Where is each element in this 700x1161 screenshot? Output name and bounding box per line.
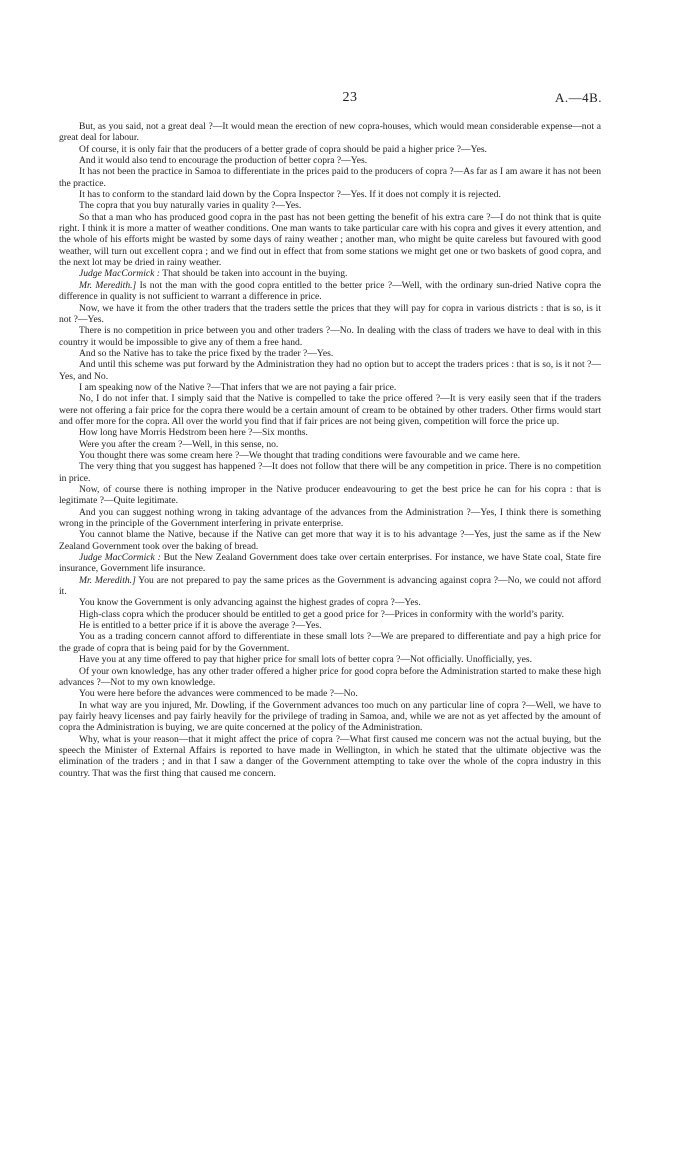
paragraph <box>59 609 601 620</box>
paragraph <box>59 461 601 484</box>
paragraph <box>59 575 601 598</box>
paragraph <box>59 620 601 631</box>
paragraph-text: In what way are you injured, Mr. Dowling, if the Government advances too much on any particular line of copra ?—Well, we have to pay fairly heavy licenses and pay fairly heavily for the privilege of trading in Samoa, and, while we are not as yet affected by the amount of copra the Administration is buying, we are quite concerned at the policy of the Administration. <box>59 699 601 734</box>
paragraph-text: Is not the man with the good copra entitled to the better price ?—Well, with the ordinary sun-dried Native copra the difference in quality is not sufficient to warrant a difference in price. <box>59 279 601 303</box>
paragraph-text: I am speaking now of the Native ?—That infers that we are not paying a fair price. <box>79 381 397 393</box>
paragraph-text: And it would also tend to encourage the production of better copra ?—Yes. <box>79 155 368 167</box>
paragraph <box>59 597 601 608</box>
paragraph <box>59 688 601 699</box>
paragraph <box>59 268 601 279</box>
paragraph-text: Have you at any time offered to pay that higher price for small lots of better copra ?—Not officially. Unofficially, yes. <box>79 654 532 666</box>
paragraph <box>59 144 601 155</box>
paragraph-text: How long have Morris Hedstrom been here ?—Six months. <box>79 427 308 439</box>
paragraph-text: But, as you said, not a great deal ?—It would mean the erection of new copra-houses, which would mean considerable expense—not a great deal for labour. <box>59 121 601 144</box>
paragraph-text: The copra that you buy naturally varies in quality ?—Yes. <box>79 200 302 212</box>
paragraph-text: Now, of course there is nothing improper in the Native producer endeavouring to get the best price he can for his copra : that is legitimate ?—Quite legitimate. <box>59 484 601 507</box>
paragraph-text: So that a man who has produced good copra in the past has not been getting the benefit of his extra care ?—I do not think that is quite right. I think it is more a matter of weather conditions. One man wants to take particular care with his copra and gives it every attention, and the whole of his efforts might be wasted by some days of rainy weather ; another man, who might be quite careless but favoured with good weather, will turn out excellent copra ; and we find out in effect that from some stations we might get one or two baskets of good copra, and the next lot may be dried in rainy weather. <box>59 211 601 269</box>
paragraph <box>59 348 601 359</box>
paragraph <box>59 439 601 450</box>
paragraph <box>59 155 601 166</box>
paragraph <box>59 303 601 326</box>
speaker-label: Judge MacCormick : <box>79 268 160 280</box>
paragraph-text: Now, we have it from the other traders that the traders settle the prices that they will pay for copra in various districts : that is so, is it not ?—Yes. <box>59 302 601 325</box>
paragraph <box>59 382 601 393</box>
paragraph-text: You cannot blame the Native, because if the Native can get more that way it is to his advantage ?—Yes, just the same as if the New Zealand Government took over the baking of bread. <box>59 529 601 552</box>
paragraph-text: Of your own knowledge, has any other trader offered a higher price for good copra before the Administration started to make these high advances ?—Not to my own knowledge. <box>59 665 601 688</box>
document-reference: A.—4B. <box>554 90 602 105</box>
paragraph-text: He is entitled to a better price if it is above the average ?—Yes. <box>79 620 322 632</box>
paragraph-text: It has not been the practice in Samoa to differentiate in the prices paid to the producers of copra ?—As far as I am aware it has not been the practice. <box>59 166 601 189</box>
paragraph-text: And you can suggest nothing wrong in taking advantage of the advances from the Administration ?—Yes, I think there is something wrong in the principle of the Government interfering in private enterprise. <box>59 506 601 530</box>
paragraph <box>59 450 601 461</box>
paragraph-text: High-class copra which the producer should be entitled to get a good price for ?—Prices in conformity with the world’s parity. <box>79 608 565 620</box>
paragraph-text: Of course, it is only fair that the producers of a better grade of copra should be paid a higher price ?—Yes. <box>79 143 487 155</box>
paragraph <box>59 212 601 269</box>
paragraph-text: No, I do not infer that. I simply said that the Native is compelled to take the price offered ?—It is very easily seen that if the traders were not offering a fair price for the copra there would be a certain amount of cream to be obtained by other traders. Other firms would start and offer more for the copra. All over the world you find that if fair prices are not being given, competition will force the price up. <box>59 393 601 427</box>
paragraph <box>59 427 601 438</box>
paragraph <box>59 666 601 689</box>
paragraph-text: You know the Government is only advancing against the highest grades of copra ?—Yes. <box>79 597 421 609</box>
paragraph-text: And until this scheme was put forward by the Administration they had no option but to accept the traders prices : that is so, is it not ?—Yes, and No. <box>59 359 601 382</box>
paragraph-text: The very thing that you suggest has happened ?—It does not follow that there will be any competition in price. There is no competition in price. <box>59 461 601 484</box>
paragraph <box>59 359 601 382</box>
paragraph <box>59 654 601 665</box>
speaker-label: Judge MacCormick : <box>79 552 161 564</box>
transcript-body <box>59 121 601 779</box>
paragraph <box>59 189 601 200</box>
paragraph <box>59 121 601 144</box>
paragraph-text: But the New Zealand Government does take over certain enterprises. For instance, we have State coal, State fire insurance, Government life insurance. <box>59 552 601 575</box>
paragraph <box>59 631 601 654</box>
paragraph <box>59 325 601 348</box>
paragraph-text: You were here before the advances were commenced to be made ?—No. <box>79 688 358 700</box>
paragraph-text: It has to conform to the standard laid down by the Copra Inspector ?—Yes. If it does not comply it is rejected. <box>79 189 501 201</box>
paragraph <box>59 734 601 779</box>
paragraph <box>59 507 601 530</box>
paragraph <box>59 200 601 211</box>
paragraph-text: You are not prepared to pay the same prices as the Government is advancing against copra ?—No, we could not afford it. <box>59 574 601 598</box>
paragraph <box>59 166 601 189</box>
paragraph <box>59 393 601 427</box>
paragraph <box>59 700 601 734</box>
paragraph-text: Why, what is your reason—that it might affect the price of copra ?—What first caused me concern was not the actual buying, but the speech the Minister of External Affairs is reported to have made in Wellington, in which he stated that the ultimate objective was the elimination of the traders ; and in that I saw a danger of the Government attempting to take over the whole of the copra industry in this country. That was the first thing that caused me concern. <box>59 733 601 779</box>
speaker-label: Mr. Meredith.] <box>79 279 137 291</box>
speaker-label: Mr. Meredith.] <box>79 574 136 586</box>
paragraph <box>59 529 601 552</box>
page-number: 23 <box>342 90 358 105</box>
paragraph-text: There is no competition in price between you and other traders ?—No. In dealing with the class of traders we have to deal with in this country it would be impossible to give any of them a free hand. <box>59 325 601 348</box>
paragraph-text: You thought there was some cream here ?—We thought that trading conditions were favourable and we came here. <box>79 449 521 461</box>
page-header <box>0 90 700 110</box>
paragraph <box>59 280 601 303</box>
paragraph-text: You as a trading concern cannot afford to differentiate in these small lots ?—We are prepared to differentiate and pay a high price for the grade of copra that is being paid for by the Government. <box>59 631 601 654</box>
paragraph-text: That should be taken into account in the buying. <box>162 268 348 280</box>
paragraph-text: Were you after the cream ?—Well, in this sense, no. <box>79 438 279 450</box>
paragraph-text: And so the Native has to take the price fixed by the trader ?—Yes. <box>79 347 334 359</box>
paragraph <box>59 484 601 507</box>
paragraph <box>59 552 601 575</box>
